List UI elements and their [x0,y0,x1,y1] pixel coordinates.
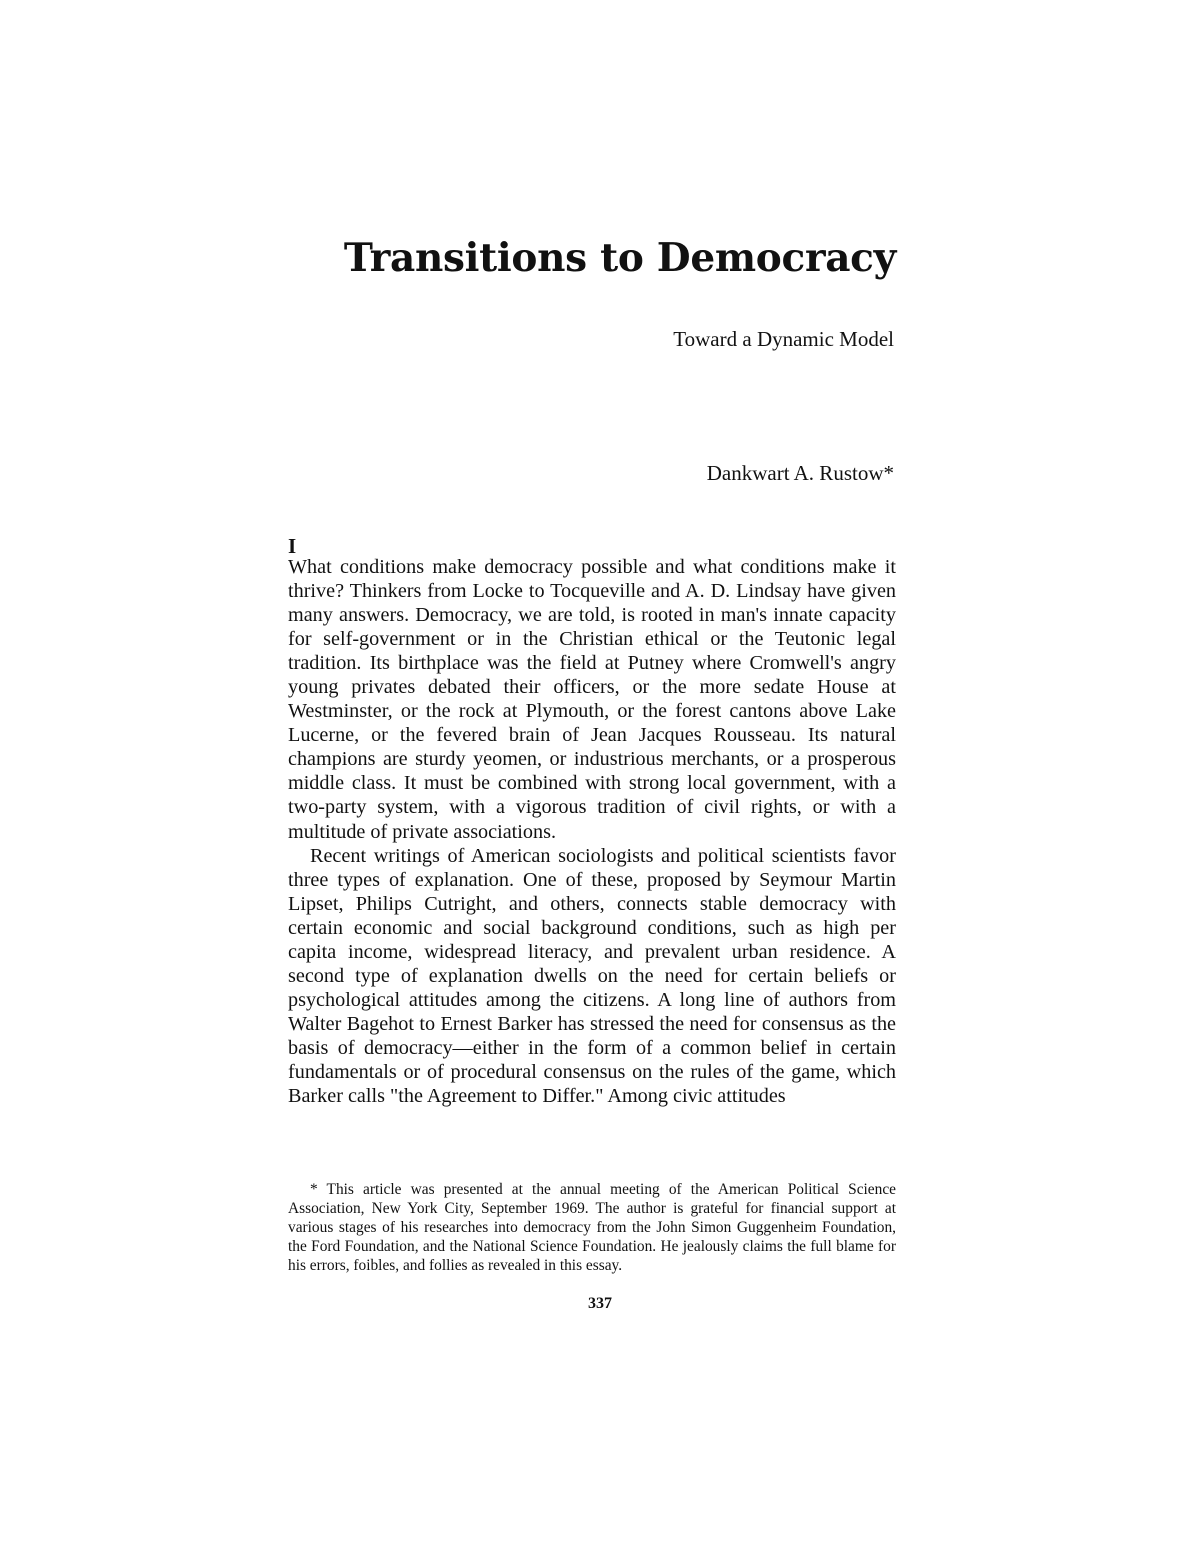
article-subtitle: Toward a Dynamic Model [673,327,894,351]
page-number: 337 [588,1295,612,1312]
footnote: * This article was presented at the annual meeting of the American Political Science Association, New York City, September 1969. The author is grateful for financial support at various stages of his researches into democracy from the John Simon Guggenheim Foundation, the Ford Foundation, and the National Science Foundation. He jealously claims the full blame for his errors, foibles, and follies as revealed in this essay. [288,1181,896,1274]
body-paragraph: What conditions make democracy possible and what conditions make it thrive? Thinkers from Locke to Tocqueville and A. D. Lindsay have given many answers. Democracy, we are told, is rooted in man's innate capacity for self-government or in the Christian ethical or the Teutonic legal tradition. Its birthplace was the field at Putney where Cromwell's angry young privates debated their officers, or the more sedate House at Westminster, or the rock at Plymouth, or the forest cantons above Lake Lucerne, or the fevered brain of Jean Jacques Rousseau. Its natural champions are sturdy yeomen, or industrious merchants, or a prosperous middle class. It must be combined with strong local government, with a two-party system, with a vigorous tradition of civil rights, or with a multitude of private associations. [288,556,896,843]
section-number: I [288,534,297,558]
article-body [288,555,896,1108]
article-title: Transitions to Democracy [343,235,896,281]
body-paragraph: Recent writings of American sociologists and political scientists favor three types of explanation. One of these, proposed by Seymour Martin Lipset, Philips Cutright, and others, connects stable democracy with certain economic and social background conditions, such as high per capita income, widespread literacy, and prevalent urban residence. A second type of explanation dwells on the need for certain beliefs or psychological attitudes among the citizens. A long line of authors from Walter Bagehot to Ernest Barker has stressed the need for consensus as the basis of democracy—either in the form of a common belief in certain fundamentals or of procedural consensus on the rules of the game, which Barker calls "the Agreement to Differ." Among civic attitudes [288,844,896,1108]
article-author: Dankwart A. Rustow* [706,461,894,485]
